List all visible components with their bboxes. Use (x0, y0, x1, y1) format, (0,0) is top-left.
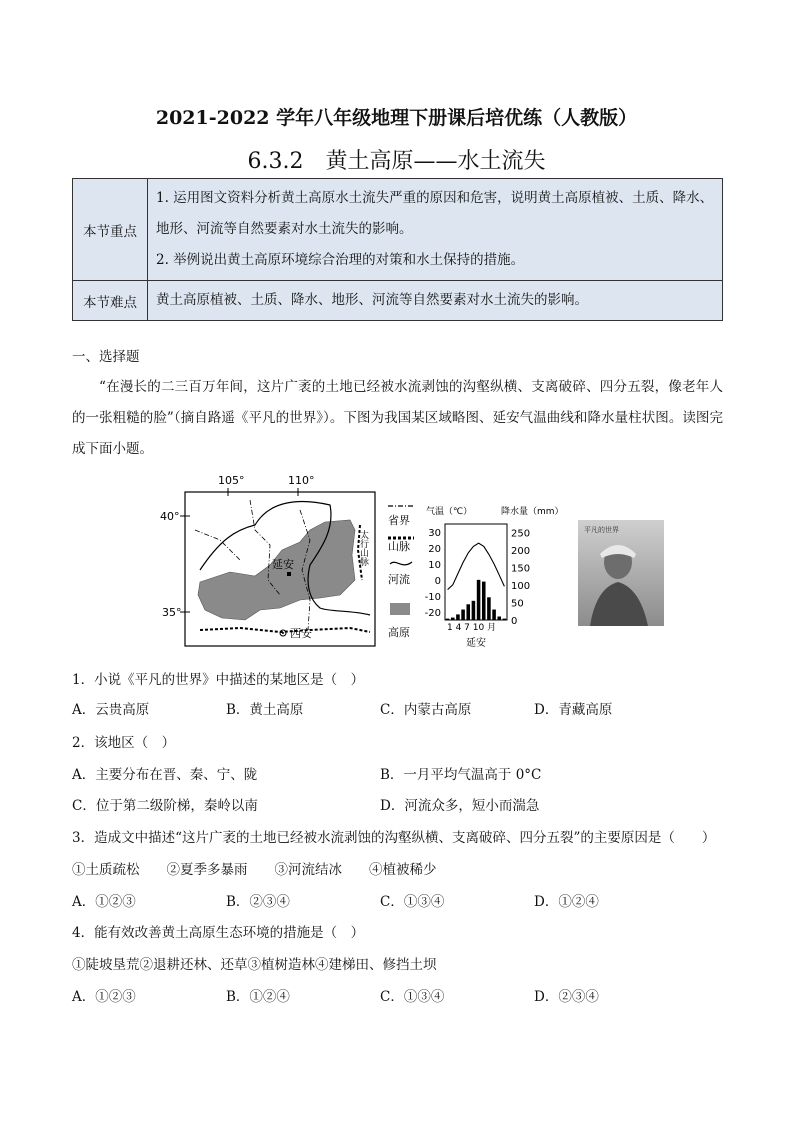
precip-tick-label: 100 (511, 581, 531, 593)
precip-tick-label: 250 (511, 528, 531, 540)
question-1-stem: 1．小说《平凡的世界》中描述的某地区是（ ） (72, 672, 365, 688)
key-points-label: 本节重点 (73, 179, 148, 281)
precip-bar (487, 597, 491, 620)
temp-curve (448, 543, 505, 589)
question-3-option-c[interactable]: C．①③④ (380, 894, 445, 910)
city-yanan: 延安 (272, 558, 294, 571)
page-title: 2021-2022 学年八年级地理下册课后培优练（人教版） (155, 107, 638, 129)
precip-bar (466, 604, 470, 620)
month-labels: 1 4 7 10 月 (447, 623, 497, 633)
question-1-option-d[interactable]: D．青藏高原 (534, 702, 613, 718)
section-title: 一、选择题 (72, 349, 140, 365)
lesson-subtitle: 6.3.2 黄土高原——水土流失 (247, 149, 546, 174)
precip-tick-label: 150 (511, 563, 531, 575)
question-1-option-b[interactable]: B．黄土高原 (226, 702, 304, 718)
question-4-stem: 4．能有效改善黄土高原生态环境的措施是（ ） (72, 925, 365, 941)
lat-label-35: 35° (162, 606, 182, 619)
question-4-choices: ①陡坡垦荒②退耕还林、还草③植树造林④建梯田、修挡土坝 (72, 957, 437, 973)
temp-ticks (425, 528, 441, 619)
key-points-row (73, 179, 723, 281)
question-1-option-c[interactable]: C．内蒙古高原 (380, 702, 472, 718)
temp-tick-label: 10 (428, 560, 441, 571)
question-2-option-d[interactable]: D．河流众多，短小而湍急 (380, 798, 540, 814)
precip-ticks (511, 529, 530, 627)
precip-bar (456, 614, 460, 620)
key-points-content (148, 179, 723, 281)
lon-label-110: 110° (288, 474, 315, 487)
question-3-option-b[interactable]: B．②③④ (226, 894, 290, 910)
temp-tick-label: -10 (424, 592, 441, 603)
precip-bar (482, 582, 486, 620)
book-cover-image (578, 520, 664, 626)
difficult-points-content: 黄土高原植被、土质、降水、地形、河流等自然要素对水土流失的影响。 (148, 281, 723, 321)
question-4-option-a[interactable]: A．①②③ (72, 989, 136, 1005)
book-title: 平凡的世界 (584, 526, 619, 534)
question-2-option-b[interactable]: B．一月平均气温高于 0°C (380, 767, 542, 783)
temp-axis-label: 气温（℃） (426, 507, 473, 517)
mountain-label: 太行山脉 (358, 530, 368, 566)
precip-bar (451, 618, 455, 620)
precip-bar (477, 580, 481, 620)
city-xian: 西安 (290, 627, 312, 640)
precip-bar (446, 619, 450, 620)
intro-paragraph: “在漫长的二三百万年间，这片广袤的土地已经被水流剥蚀的沟壑纵横、支离破碎、四分五裂，像老年人的一张粗糙的脸”（摘自路遥《平凡的世界》）。下图为我国某区域略图、延安气温曲线和降水量柱状图。读图完成下面小题。 (72, 379, 723, 457)
question-3-option-d[interactable]: D．①②④ (534, 894, 599, 910)
question-1-option-a[interactable]: A．云贵高原 (72, 702, 150, 718)
precip-bar (503, 619, 507, 620)
precip-bar (492, 610, 496, 620)
legend-province: 省界 (388, 514, 410, 527)
temp-tick-label: 30 (428, 528, 441, 539)
station-label: 延安 (466, 638, 486, 649)
question-3-option-a[interactable]: A．①②③ (72, 894, 136, 910)
precip-bar (472, 601, 476, 620)
temp-tick-label: 0 (434, 576, 441, 587)
precip-tick-label: 50 (511, 598, 524, 610)
question-4-option-b[interactable]: B．①②④ (226, 989, 290, 1005)
climate-chart (425, 505, 564, 649)
difficult-points-row (73, 281, 723, 321)
lat-label-40: 40° (160, 510, 180, 523)
precip-bar (497, 617, 501, 620)
question-3-choices: ①土质疏松 ②夏季多暴雨 ③河流结冰 ④植被稀少 (72, 862, 437, 878)
precip-axis-label: 降水量（mm） (501, 507, 564, 517)
legend-plateau: 高原 (388, 626, 410, 639)
difficult-points-label: 本节难点 (73, 281, 148, 321)
map-legend (388, 506, 414, 639)
temp-tick-label: 20 (428, 544, 441, 555)
region-map (160, 474, 375, 646)
question-4-option-d[interactable]: D．②③④ (534, 989, 599, 1005)
question-2-option-a[interactable]: A．主要分布在晋、秦、宁、陇 (72, 767, 258, 783)
question-4-option-c[interactable]: C．①③④ (380, 989, 445, 1005)
precip-tick-label: 0 (511, 616, 518, 627)
temp-tick-label: -20 (424, 608, 441, 619)
question-3-stem: 3．造成文中描述“这片广袤的土地已经被水流剥蚀的沟壑纵横、支离破碎、四分五裂”的主要原因是（ ） (72, 830, 716, 846)
lon-label-105: 105° (218, 474, 245, 487)
key-point-2: 2. 举例说出黄土高原环境综合治理的对策和水土保持的措施。 (156, 252, 525, 268)
legend-river: 河流 (388, 573, 410, 586)
figure (160, 470, 680, 660)
precip-tick-label: 200 (511, 546, 531, 558)
precip-bar (461, 610, 465, 620)
region-figure (160, 470, 680, 660)
learning-goals-table (72, 178, 723, 321)
question-2-stem: 2．该地区（ ） (72, 735, 176, 751)
question-2-option-c[interactable]: C．位于第二级阶梯，秦岭以南 (72, 798, 258, 814)
key-point-1: 1. 运用图文资料分析黄土高原水土流失严重的原因和危害，说明黄土高原植被、土质、降水、地形、河流等自然要素对水土流失的影响。 (156, 190, 714, 237)
precip-bars (446, 580, 506, 620)
legend-mountain: 山脉 (388, 540, 410, 553)
